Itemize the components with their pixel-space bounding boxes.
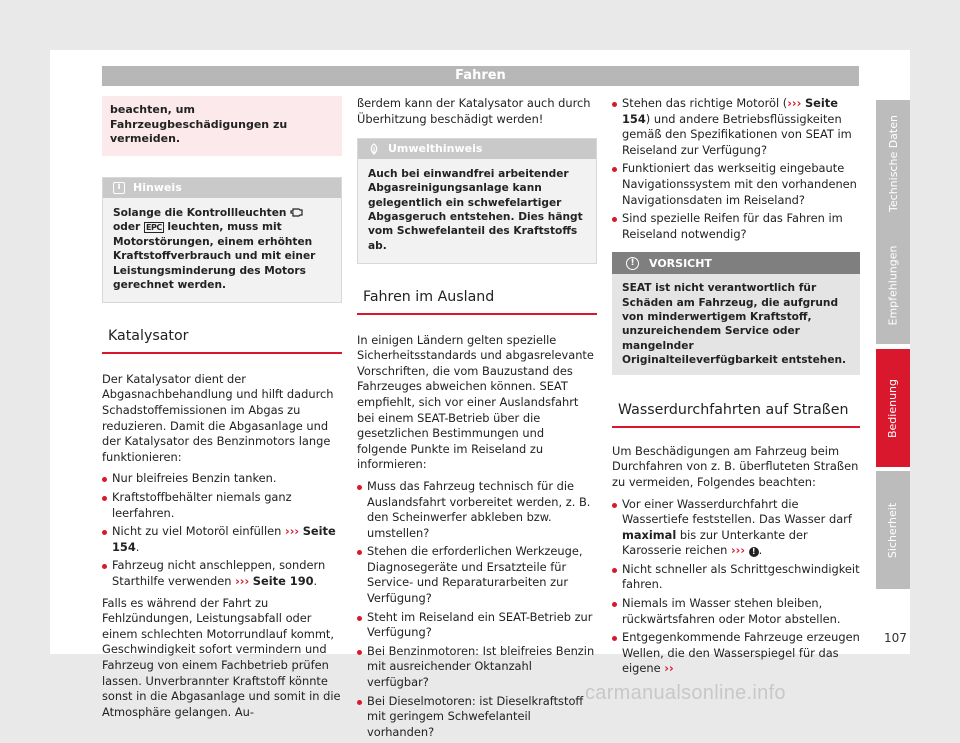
caution-box — [612, 252, 860, 375]
list-item — [612, 630, 860, 677]
chevron-right-icon: ››› — [787, 96, 802, 110]
side-tab-label: Bedienung — [886, 378, 900, 438]
katalysator-outro: Falls es während der Fahrt zu Fehlzündungen, Leistungsabfall oder einem schlechten Motorrundlauf kommt, Geschwindigkeit sofort vermindern und Fahrzeug von einem Fachbetrieb prüfen lassen. Unverbrannter Kraftstoff könnte sonst in die Abgasanlage und somit in die Atmosphäre gelangen. Au- — [102, 595, 341, 719]
page-number: 107 — [884, 631, 907, 645]
side-tab-empfehlungen[interactable] — [876, 226, 910, 344]
hint-text-c: leuchten, muss mit Motorstörungen, einem erhöhten Kraftstoffverbrauch und mit einer Leistungsminderung des Motors gerechnet werden. — [113, 220, 316, 291]
environment-note-header — [358, 139, 596, 159]
side-tab-sicherheit[interactable] — [876, 471, 910, 589]
hint-title: Hinweis — [133, 180, 182, 194]
hint-header — [103, 178, 341, 198]
page-reference-link[interactable]: Seite 154 — [112, 524, 336, 554]
list-item-text: Entgegenkommende Fahrzeuge erzeugen Wellen, die den Wasserspiegel für das eigene — [622, 630, 860, 676]
list-item: Bei Benzinmotoren: Ist bleifreies Benzin mit ausreichender Oktanzahl verfügbar? — [357, 644, 597, 691]
list-item: Bei Dieselmotoren: ist Dieselkraftstoff mit geringem Schwefelanteil vorhanden? — [357, 694, 597, 741]
list-item: Steht im Reiseland ein SEAT-Betrieb zur Verfügung? — [357, 610, 597, 641]
page-reference-link[interactable]: Seite 154 — [622, 96, 838, 126]
info-icon: i — [113, 182, 125, 194]
chevron-right-icon: ››› — [730, 543, 746, 558]
caution-body: SEAT ist nicht verantwortlich für Schäden am Fahrzeug, die aufgrund von minderwertigem Kraftstoff, unzureichendem Service oder mangelnder Originalteileverfügbarkeit entstehen. — [612, 274, 860, 375]
emphasis-text: maximal — [622, 527, 677, 542]
side-tab-label: Empfehlungen — [886, 245, 900, 325]
caution-title: VORSICHT — [649, 256, 712, 270]
hint-text-a: Solange die Kontrollleuchten — [113, 206, 287, 219]
side-tab-bedienung[interactable] — [876, 349, 910, 467]
section-title-ausland: Fahren im Ausland — [357, 290, 597, 315]
list-item-text: Vor einer Wasserdurchfahrt die Wassertiefe feststellen. Das Wasser darf — [622, 496, 852, 527]
list-item: Fahrzeug nicht anschleppen, sondern Starthilfe verwenden ››› Seite 190. — [102, 558, 342, 589]
continue-arrow-icon: ›› — [664, 661, 674, 676]
ausland-intro: In einigen Ländern gelten spezielle Sicherheitsstandards und abgasrelevante Vorschriften, die vom Bauzustand des Fahrzeuges abweichen können. SEAT empfiehlt, sich vor einer Auslandsfahrt bei einem SEAT-Betrieb über die gesetzlichen Bestimmungen und folgende Punkte im Reiseland zu informieren: — [357, 332, 594, 472]
list-item: Nicht zu viel Motoröl einfüllen ››› Seite 154. — [102, 524, 342, 555]
list-item: Nicht schneller als Schrittgeschwindigkeit fahren. — [612, 562, 860, 593]
section-title-wasserdurchfahrten: Wasserdurchfahrten auf Straßen — [612, 403, 860, 428]
environment-note-box — [357, 138, 597, 264]
list-item: Kraftstoffbehälter niemals ganz leerfahren. — [102, 490, 342, 521]
column-1 — [102, 96, 342, 726]
hint-text-b: oder — [113, 220, 141, 233]
section-title-katalysator: Katalysator — [102, 329, 342, 354]
list-item — [612, 96, 860, 158]
chevron-right-icon: ››› — [285, 524, 300, 539]
warning-box: beachten, um Fahrzeugbeschädigungen zu vermeiden. — [102, 96, 342, 156]
column-2 — [357, 96, 597, 743]
list-item: Funktioniert das werkseitig eingebaute Navigationssystem mit den vorhandenen Navigationsdaten im Reiseland? — [612, 161, 860, 208]
side-tab-technische-daten[interactable] — [876, 100, 910, 226]
list-item: Nur bleifreies Benzin tanken. — [102, 471, 342, 487]
column-3 — [612, 96, 860, 680]
list-item: Sind spezielle Reifen für das Fahren im Reiseland notwendig? — [612, 211, 860, 242]
hint-body — [103, 198, 341, 303]
katalysator-intro: Der Katalysator dient der Abgasnachbehandlung und hilft dadurch Schadstoffemissionen im Abgas zu reduzieren. Damit die Abgasanlage und der Katalysator des Benzinmotors lange funktionieren: — [102, 371, 334, 464]
continued-text: ßerdem kann der Katalysator auch durch Überhitzung beschädigt werden! — [357, 96, 591, 126]
caution-header — [612, 252, 860, 274]
environment-note-title: Umwelthinweis — [388, 142, 483, 156]
list-item: Stehen die erforderlichen Werkzeuge, Diagnosegeräte und Ersatzteile für Service- und Reparaturarbeiten zur Verfügung? — [357, 544, 597, 606]
list-item: Niemals im Wasser stehen bleiben, rückwärtsfahren oder Motor abstellen. — [612, 596, 860, 627]
exclamation-icon: ! — [626, 257, 639, 270]
list-item: Vor einer Wasserdurchfahrt die Wassertiefe feststellen. Das Wasser darf maximal bis zur Unterkante der Karosserie reichen ››› ! . — [612, 497, 860, 559]
list-item-text: Fahrzeug nicht anschleppen, sondern Starthilfe verwenden — [112, 558, 326, 588]
epc-icon: EPC — [145, 222, 162, 232]
watermark-text: carmanualsonline.info — [585, 682, 786, 704]
environment-note-body: Auch bei einwandfrei arbeitender Abgasreinigungsanlage kann gelegentlich ein schwefelartiger Abgasgeruch entstehen. Dies hängt vom Schwefelanteil des Kraftstoffs ab. — [368, 168, 583, 252]
list-item-text: Stehen das richtige Motoröl ( — [622, 96, 788, 110]
chapter-header: Fahren — [102, 66, 859, 86]
list-item-text: bis zur Unterkante der Karosserie reichen — [622, 527, 808, 558]
wasser-intro: Um Beschädigungen am Fahrzeug beim Durchfahren von z. B. überfluteten Straßen zu vermeiden, Folgendes beachten: — [612, 443, 859, 489]
chevron-right-icon: ››› — [235, 574, 250, 588]
engine-warning-icon — [290, 207, 304, 217]
list-item-text: Nicht zu viel Motoröl einfüllen — [112, 524, 282, 539]
side-tab-label: Technische Daten — [886, 114, 900, 212]
side-tab-label: Sicherheit — [886, 502, 900, 558]
list-item: Muss das Fahrzeug technisch für die Auslandsfahrt vorbereitet werden, z. B. den Scheinwerfer abkleben bzw. umstellen? — [357, 479, 597, 541]
list-item-text: ) und andere Betriebsflüssigkeiten gemäß den Spezifikationen von SEAT im Reiseland zur Verfügung? — [622, 111, 852, 157]
environment-icon — [368, 143, 380, 155]
warning-reference-icon[interactable]: ! — [749, 547, 759, 557]
page-reference-link[interactable]: Seite 190 — [252, 574, 314, 588]
hint-box — [102, 177, 342, 304]
